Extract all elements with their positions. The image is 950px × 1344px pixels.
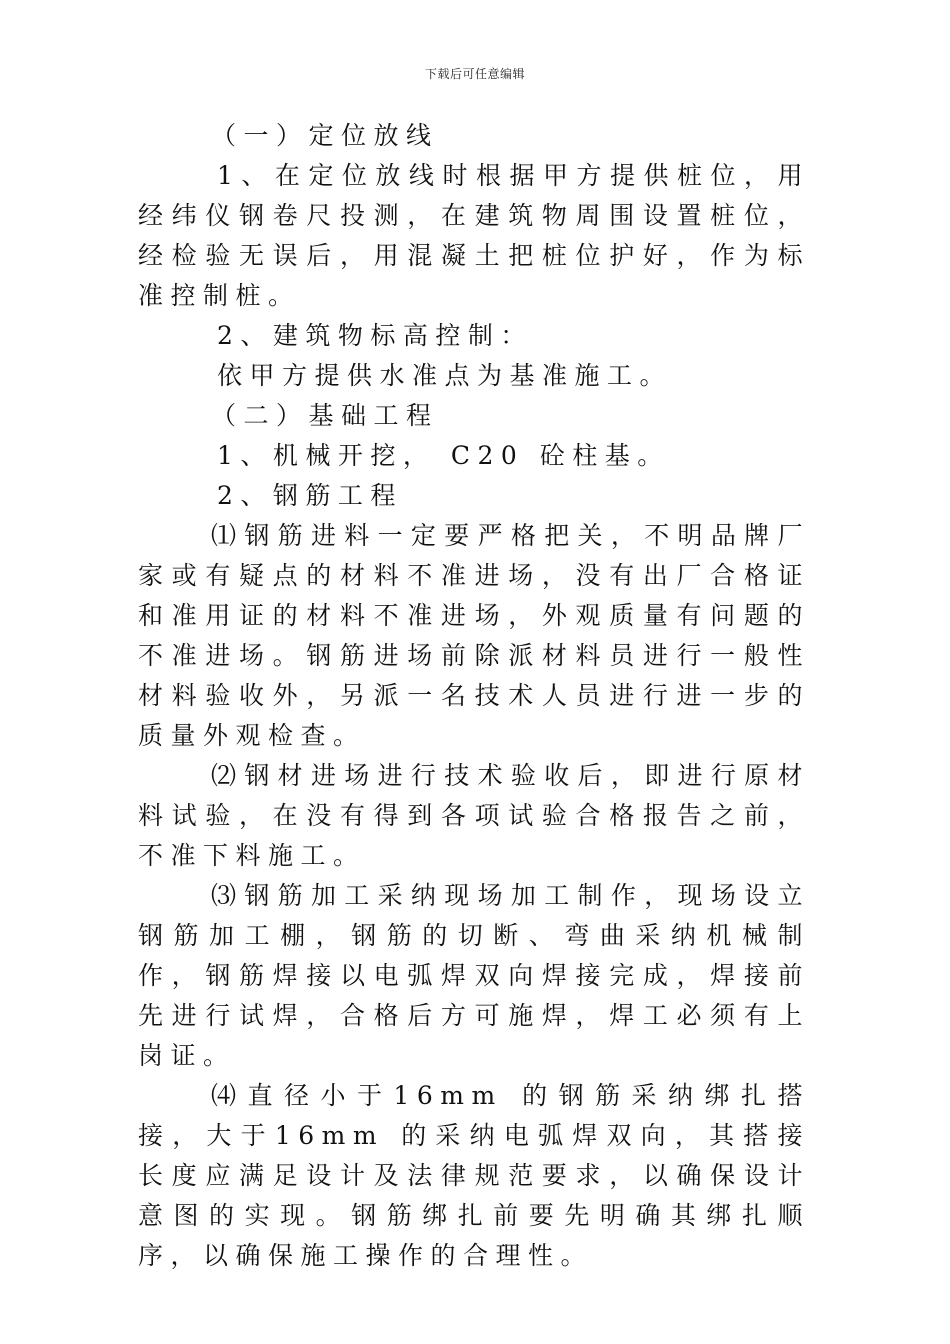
paragraph-positioning-stakes: 1、在定位放线时根据甲方提供桩位，用经纬仪钢卷尺投测，在建筑物周围设置桩位，经检验无误后，用混凝土把桩位护好，作为标准控制桩。 <box>138 161 810 310</box>
page-header: 下载后可任意编辑 <box>424 67 525 81</box>
paragraph-excavation: 1、机械开挖， C20 砼柱基。 <box>217 441 670 470</box>
paragraph-benchmark: 依甲方提供水准点为基准施工。 <box>217 361 673 390</box>
paragraph-rebar-title: 2、钢筋工程 <box>217 481 403 510</box>
list-item-rebar-3: ⑶钢筋加工采纳现场加工制作，现场设立钢筋加工棚，钢筋的切断、弯曲采纳机械制作，钢筋焊接以电弧焊双向焊接完成，焊接前先进行试焊，合格后方可施焊，焊工必须有上岗证。 <box>138 881 810 1070</box>
document-body <box>138 116 810 1276</box>
list-item-rebar-1: ⑴钢筋进料一定要严格把关，不明品牌厂家或有疑点的材料不准进场，没有出厂合格证和准用证的材料不准进场，外观质量有问题的不准进场。钢筋进场前除派材料员进行一般性材料验收外，另派一名技术人员进行进一步的质量外观检查。 <box>138 521 810 750</box>
section-title-positioning: （一）定位放线 <box>211 121 439 150</box>
paragraph-elevation-control: 2、建筑物标高控制： <box>217 321 533 350</box>
list-item-rebar-2: ⑵钢材进场进行技术验收后，即进行原材料试验，在没有得到各项试验合格报告之前，不准下料施工。 <box>138 761 810 870</box>
list-item-rebar-4: ⑷直径小于16mm 的钢筋采纳绑扎搭接，大于16mm 的采纳电弧焊双向，其搭接长度应满足设计及法律规范要求，以确保设计意图的实现。钢筋绑扎前要先明确其绑扎顺序，以确保施工操作的合理性。 <box>138 1081 810 1270</box>
section-title-foundation: （二）基础工程 <box>211 401 439 430</box>
